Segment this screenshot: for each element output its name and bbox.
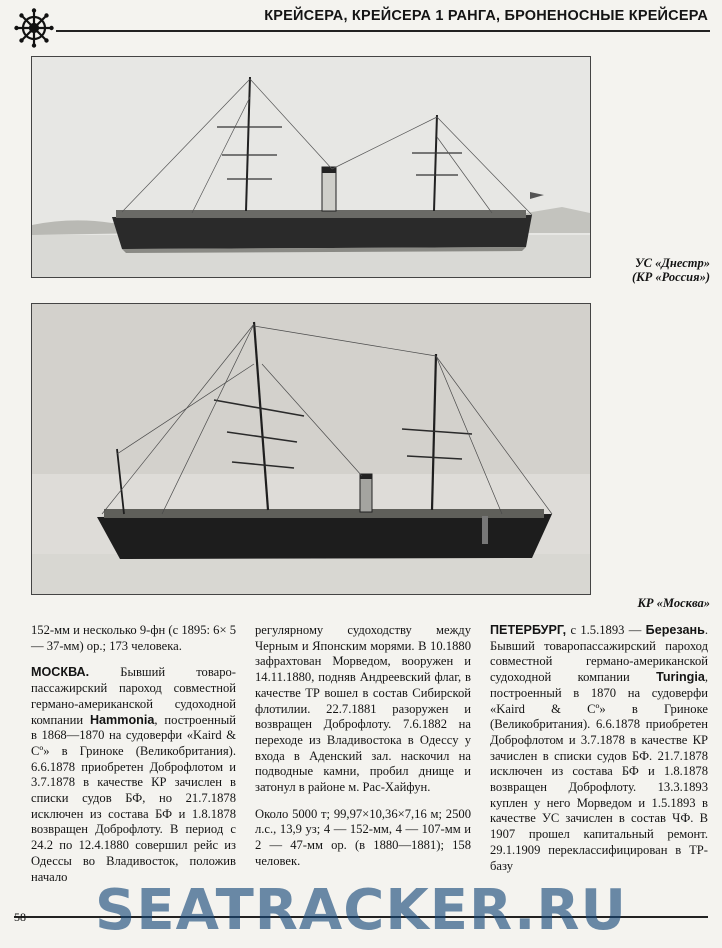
ship-name: Turingia bbox=[656, 670, 705, 685]
text-span: , построенный в 1870 на судоверфи «Kaird & Cº» в Гриноке (Великобритания). 6.6.1878 приобретен Доброфлотом и 3.7.1878 в качестве КР зачислен в списки судов БФ. 21.7.1878 исключен из состава БФ и 1.8.1878 возвращен Доброфлоту. 13.3.1893 куплен у него Морведом и 1.5.1893 в качестве УС зачислен в состав ЧФ. В 1907 прошел капитальный ремонт. 29.1.1909 переклассифицирован в ТР-базу bbox=[490, 670, 708, 873]
caption-dnestr bbox=[632, 256, 710, 284]
text-column-1 bbox=[31, 623, 236, 885]
ship-wheel-icon bbox=[14, 8, 54, 48]
paragraph: регулярному судоходству между Черным и Японским морями. В 10.1880 зафрахтован Морведом, вооружен и 14.11.1880, подняв Андреевский флаг, в качестве ТР вошел в состав Сибирской флотилии. 22.7.1881 разоружен и возвращен Доброфлоту. 7.6.1882 на переходе из Владивостока в Одессу у входа в Аденский зал. наскочил на подводные камни, пробил днище и затонул в районе м. Рас-Хайфун. bbox=[255, 623, 471, 795]
lead-peterburg: ПЕТЕРБУРГ, bbox=[490, 623, 567, 637]
watermark: SEATRACKER.RU bbox=[94, 878, 627, 943]
page-header bbox=[0, 0, 722, 50]
lead-berezan: Березань bbox=[645, 623, 705, 637]
text-span: . Бывший товаропассажирский пароход совместной германо-американской судоходной компании bbox=[490, 623, 708, 685]
ship-name: Hammonia bbox=[89, 712, 155, 727]
paragraph-specs: Около 5000 т; 99,97×10,36×7,16 м; 2500 л.с., 13,9 уз; 4 — 152-мм, 4 — 107-мм и 2 — 47-мм ор. (в 1880—1881); 158 человек. bbox=[255, 806, 471, 868]
text-span: Бывший товаро-пассажирский пароход совместной германо-американской судоходной компании bbox=[31, 665, 236, 727]
caption-line: (КР «Россия») bbox=[632, 270, 710, 284]
page-number: 58 bbox=[14, 910, 26, 924]
caption-line: УС «Днестр» bbox=[634, 256, 710, 270]
header-title: КРЕЙСЕРА, КРЕЙСЕРА 1 РАНГА, БРОНЕНОСНЫЕ КРЕЙСЕРА bbox=[264, 8, 708, 24]
photo-moskva bbox=[31, 303, 591, 595]
text-span: с 1.5.1893 — bbox=[566, 623, 646, 637]
header-rule bbox=[56, 30, 710, 32]
text-column-2 bbox=[255, 623, 471, 870]
text-span: , построенный в 1868—1870 на судоверфи «Kaird & Cº» в Гриноке (Великобритания). 6.6.1878 приобретен Доброфлотом и 3.7.1878 в качестве КР зачислен в списки судов БФ, но 21.7.1878 исключен из состава БФ и 1.8.1878 возвращен Доброфлоту. В период с 24.2 по 12.4.1880 совершил рейс из Одессы во Владивосток, положив начало bbox=[31, 712, 236, 884]
caption-moskva bbox=[637, 596, 710, 610]
paragraph-peterburg bbox=[490, 623, 708, 874]
text-column-3 bbox=[490, 623, 708, 874]
paragraph-moskva bbox=[31, 665, 236, 885]
photo-dnestr bbox=[31, 56, 591, 278]
lead-moskva: МОСКВА. bbox=[31, 665, 90, 680]
paragraph: 152-мм и несколько 9-фн (с 1895: 6× 5— 37-мм) ор.; 173 человека. bbox=[31, 623, 237, 653]
caption-line: КР «Москва» bbox=[637, 596, 710, 610]
